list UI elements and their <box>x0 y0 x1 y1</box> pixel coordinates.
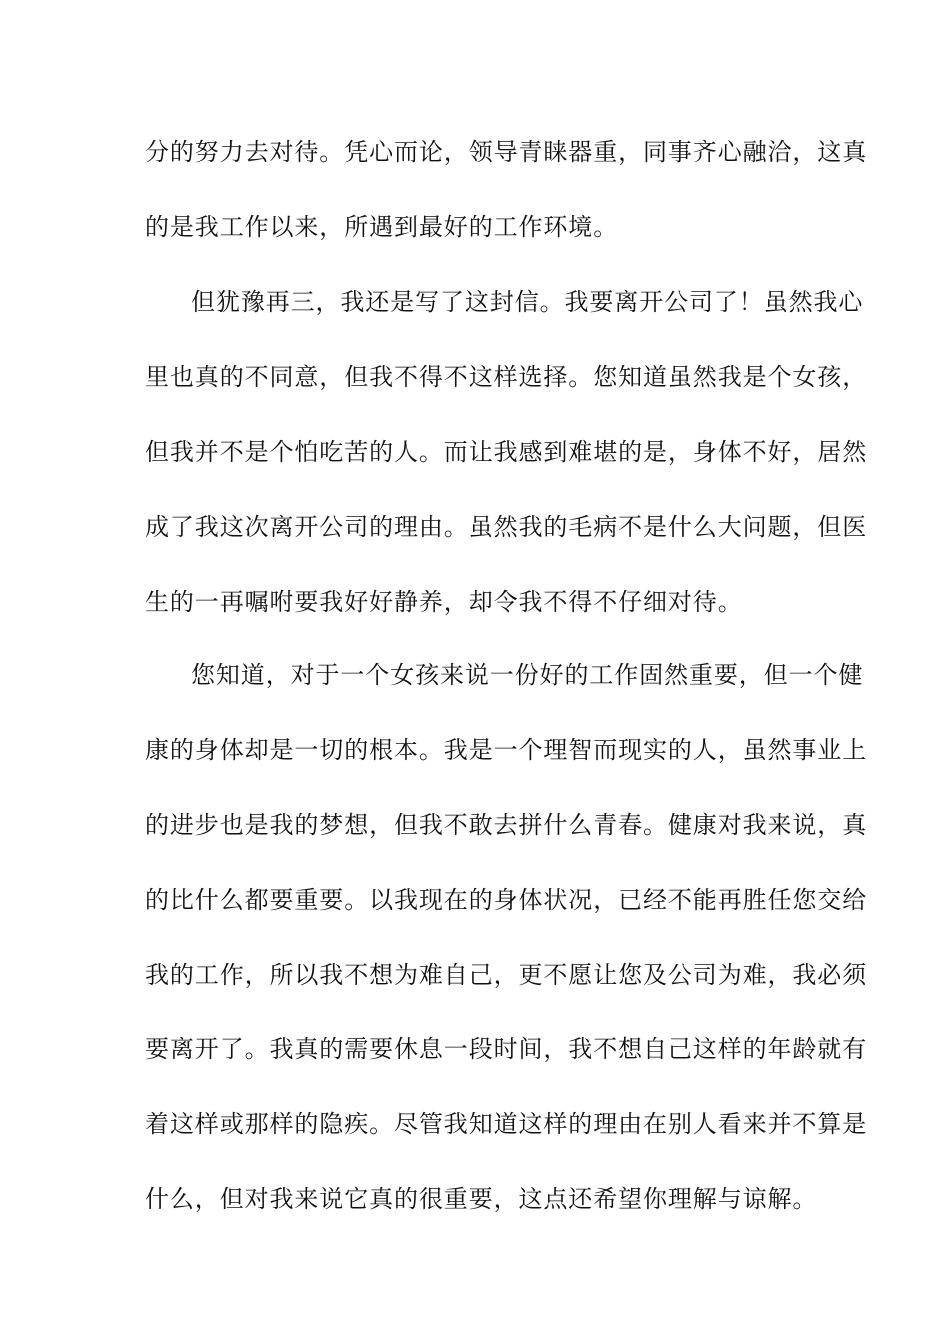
text-line: 我的工作，所以我不想为难自己，更不愿让您及公司为难，我必须 <box>145 961 868 989</box>
text-line: 的进步也是我的梦想，但我不敢去拼什么青春。健康对我来说，真 <box>145 811 868 839</box>
text-line: 要离开了。我真的需要休息一段时间，我不想自己这样的年龄就有 <box>145 1035 868 1063</box>
paragraph-start-line: 您知道，对于一个女孩来说一份好的工作固然重要，但一个健 <box>191 661 864 689</box>
text-line: 生的一再嘱咐要我好好静养，却令我不得不仔细对待。 <box>145 588 743 616</box>
text-line: 什么，但对我来说它真的很重要，这点还希望你理解与谅解。 <box>145 1185 818 1213</box>
paragraph-start-line: 但犹豫再三，我还是写了这封信。我要离开公司了！虽然我心 <box>191 288 864 316</box>
text-line: 的是我工作以来，所遇到最好的工作环境。 <box>145 213 619 241</box>
text-line: 分的努力去对待。凭心而论，领导青睐器重，同事齐心融洽，这真 <box>145 138 868 166</box>
text-line: 康的身体却是一切的根本。我是一个理智而现实的人，虽然事业上 <box>145 736 868 764</box>
text-line: 但我并不是个怕吃苦的人。而让我感到难堪的是，身体不好，居然 <box>145 438 868 466</box>
text-line: 的比什么都要重要。以我现在的身体状况，已经不能再胜任您交给 <box>145 886 868 914</box>
text-line: 成了我这次离开公司的理由。虽然我的毛病不是什么大问题，但医 <box>145 513 868 541</box>
text-line: 着这样或那样的隐疾。尽管我知道这样的理由在别人看来并不算是 <box>145 1110 868 1138</box>
text-line: 里也真的不同意，但我不得不这样选择。您知道虽然我是个女孩， <box>145 363 868 391</box>
